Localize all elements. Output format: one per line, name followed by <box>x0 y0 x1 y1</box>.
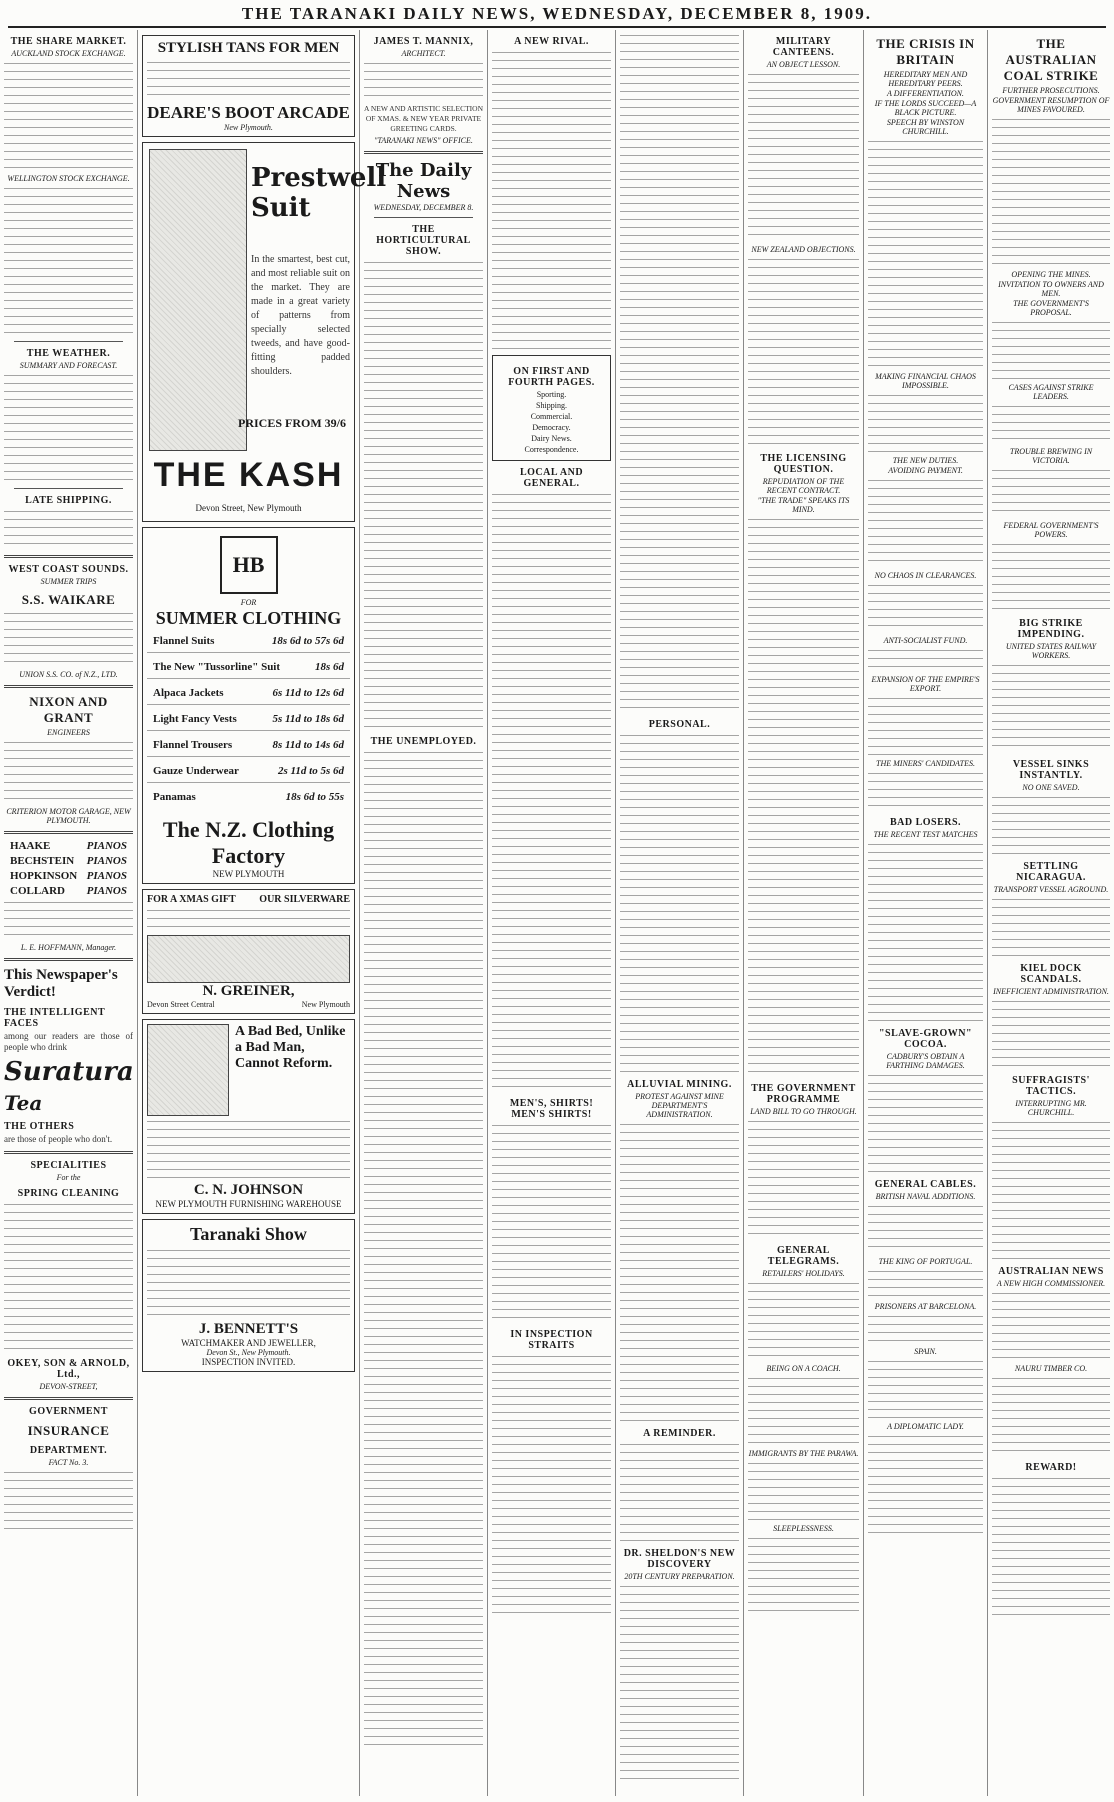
nz-hb-logo: HB <box>220 536 278 594</box>
clothing-item: Alpaca Jackets 6s 11d to 12s 6d <box>153 687 344 699</box>
west-coast-sounds-heading: WEST COAST SOUNDS. <box>8 564 129 575</box>
column-6: MILITARY CANTEENS. AN OBJECT LESSON. NEW ZEALAND OBJECTIONS. THE LICENSING QUESTION. REPUDIATION OF THE RECENT CONTRACT. "THE TRADE" SPEAKS ITS MIND. THE GOVERNMENT PROGRAMME LAND BILL TO GO THROUGH. GENERAL TELEGRAMS. RETAILERS' HOLIDAYS. BEING ON A COACH. IMMIGRANTS BY THE PARAWA. SLEEPLESSNESS. <box>744 30 864 1796</box>
verdict-heading: This Newspaper's Verdict! <box>4 967 118 1000</box>
the-kash: THE KASH <box>153 456 344 494</box>
nicaragua-heading: SETTLING NICARAGUA. <box>1016 861 1086 883</box>
column-8: THE AUSTRALIAN COAL STRIKE FURTHER PROSECUTIONS. GOVERNMENT RESUMPTION OF MINES FAVOURED. OPENING THE MINES. INVITATION TO OWNERS AND MEN. THE GOVERNMENT'S PROPOSAL. CASES AGAINST STRIKE LEADERS. TROUBLE BREWING IN VICTORIA. FEDERAL GOVERNMENT'S POWERS. BIG STRIKE IMPENDING. UNITED STATES RAILWAY WORKERS. VESSEL SINKS INSTANTLY. NO ONE SAVED. SETTLING NICARAGUA. TRANSPORT VESSEL AGROUND. KIEL DOCK SCANDALS. INEFFICIENT ADMINISTRATION. SUFFRAGISTS' TACTICS. INTERRUPTING MR. CHURCHILL. AUSTRALIAN NEWS A NEW HIGH COMMISSIONER. NAURU TIMBER CO. REWARD! <box>988 30 1114 1796</box>
clothing-item: Panamas 18s 6d to 55s <box>153 791 344 803</box>
shipping-text <box>4 509 133 549</box>
taranaki-show-ad: Taranaki Show J. BENNETT'S WATCHMAKER AND JEWELLER, Devon St., New Plymouth. INSPECTION INVITED. <box>142 1219 355 1372</box>
column-1: THE SHARE MARKET. AUCKLAND STOCK EXCHANGE. WELLINGTON STOCK EXCHANGE. THE WEATHER. SUMMARY AND FORECAST. LATE SHIPPING. WEST COAST SOUNDS. SUMMER TRIPS S.S. WAIKARE UNION S.S. CO. of N.Z., LTD. NIXON AND GRANT ENGINEERS CRITERION MOTOR GARAGE, NEW PLYMOUTH. HAAKE PIANOS BECHSTEIN PIANOS HOPKINSON PIANOS COLLARD PIANOS L. E. HOFFMANN, Manager. This Newspaper's Verdict! THE INTELLIGENT FACES among our readers are those of people who drink Suratura Tea THE OTHERS are those of people who don't. SPECIALITIES For the SPRING CLEANING OKEY, SON & ARNOLD, Ltd., DEVON-STREET, GOVERNMENT INSURANCE DEPARTMENT. FACT No. 3. <box>0 30 138 1796</box>
deare-boot-arcade: DEARE'S BOOT ARCADE <box>147 103 350 122</box>
greiner-silverware-ad: FOR A XMAS GIFT OUR SILVERWARE N. GREINER, Devon Street Central New Plymouth <box>142 889 355 1014</box>
column-3: JAMES T. MANNIX, ARCHITECT. A NEW AND ARTISTIC SELECTION OF XMAS. & NEW YEAR PRIVATE GREETING CARDS. "TARANAKI NEWS" OFFICE. The Daily News WEDNESDAY, DECEMBER 8. THE HORTICULTURAL SHOW. THE UNEMPLOYED. <box>360 30 488 1796</box>
clothing-item: Flannel Trousers 8s 11d to 14s 6d <box>153 739 344 751</box>
waikare-text <box>4 611 133 667</box>
summer-clothing-heading: SUMMER CLOTHING <box>155 608 342 628</box>
licensing-heading: THE LICENSING QUESTION. <box>760 453 847 475</box>
kiel-heading: KIEL DOCK SCANDALS. <box>1020 963 1082 985</box>
clothing-item: Gauze Underwear 2s 11d to 5s 6d <box>153 765 344 777</box>
spring-cleaning: SPRING CLEANING <box>17 1188 120 1199</box>
suratura-tea-ad: This Newspaper's Verdict! THE INTELLIGENT FACES among our readers are those of people who drink Suratura Tea THE OTHERS are those of people who don't. <box>4 967 134 1144</box>
column-5: PERSONAL. ALLUVIAL MINING. PROTEST AGAINST MINE DEPARTMENT'S ADMINISTRATION. A REMINDER. DR. SHELDON'S NEW DISCOVERY 20TH CENTURY PREPARATION. <box>616 30 744 1796</box>
sheldon-heading: DR. SHELDON'S NEW DISCOVERY <box>623 1548 736 1570</box>
auckland-text <box>4 61 133 171</box>
weather-subheading: SUMMARY AND FORECAST. <box>19 361 118 370</box>
australian-news-heading: AUSTRALIAN NEWS <box>998 1266 1104 1277</box>
share-market-heading: THE SHARE MARKET. <box>10 36 127 47</box>
reminder-heading: A REMINDER. <box>643 1428 716 1439</box>
horticultural-heading: THE HORTICULTURAL SHOW. <box>376 224 471 257</box>
nz-clothing-factory: The N.Z. Clothing Factory <box>162 817 335 868</box>
summer-trips: SUMMER TRIPS <box>40 577 97 586</box>
reward-heading: REWARD! <box>1025 1462 1077 1473</box>
column-2 <box>138 30 387 1796</box>
coal-strike-heading: THE AUSTRALIAN COAL STRIKE <box>1003 36 1099 83</box>
nixon-grant-heading: NIXON AND GRANT <box>29 694 108 725</box>
wellington-text <box>4 186 133 336</box>
government-insurance: GOVERNMENT <box>29 1406 108 1417</box>
personal-heading: PERSONAL. <box>648 719 711 730</box>
union-company: UNION S.S. CO. of N.Z., LTD. <box>19 670 118 679</box>
local-general-heading: LOCAL AND GENERAL. <box>519 467 584 489</box>
vessel-sinks-heading: VESSEL SINKS INSTANTLY. <box>1012 759 1090 781</box>
johnson-bed-ad: A Bad Bed, Unlike a Bad Man, Cannot Reform. C. N. JOHNSON NEW PLYMOUTH FURNISHING WAREHOUSE <box>142 1019 355 1214</box>
hoffmann-manager: L. E. HOFFMANN, Manager. <box>20 943 117 952</box>
masthead-rule <box>8 26 1106 28</box>
waikare-ship: S.S. WAIKARE <box>21 592 116 607</box>
suffragists-heading: SUFFRAGISTS' TACTICS. <box>1012 1075 1090 1097</box>
mens-shirts-heading: MEN'S, SHIRTS! MEN'S SHIRTS! <box>509 1098 594 1120</box>
clothing-item: The New "Tussorline" Suit 18s 6d <box>153 661 344 673</box>
man-in-suit-illustration <box>149 149 247 451</box>
auckland-heading: AUCKLAND STOCK EXCHANGE. <box>11 49 126 58</box>
slave-cocoa-heading: "SLAVE-GROWN" COCOA. <box>879 1028 972 1050</box>
pianos-ad: HAAKE PIANOS BECHSTEIN PIANOS HOPKINSON PIANOS COLLARD PIANOS L. E. HOFFMANN, Manager. <box>4 840 133 952</box>
big-strike-heading: BIG STRIKE IMPENDING. <box>1017 618 1085 640</box>
column-7: THE CRISIS IN BRITAIN HEREDITARY MEN AND HEREDITARY PEERS. A DIFFERENTIATION. IF THE LORDS SUCCEED—A BLACK PICTURE. SPEECH BY WINSTON CHURCHILL. MAKING FINANCIAL CHAOS IMPOSSIBLE. THE NEW DUTIES. AVOIDING PAYMENT. NO CHAOS IN CLEARANCES. ANTI-SOCIALIST FUND. EXPANSION OF THE EMPIRE'S EXPORT. THE MINERS' CANDIDATES. BAD LOSERS. THE RECENT TEST MATCHES "SLAVE-GROWN" COCOA. CADBURY'S OBTAIN A FARTHING DAMAGES. GENERAL CABLES. BRITISH NAVAL ADDITIONS. THE KING OF PORTUGAL. PRISONERS AT BARCELONA. SPAIN. A DIPLOMATIC LADY. <box>864 30 988 1796</box>
nixon-grant-sub: ENGINEERS <box>47 728 90 737</box>
bracelet-illustration <box>147 935 350 983</box>
johnson-name: C. N. JOHNSON <box>193 1182 304 1198</box>
bad-bed-heading: A Bad Bed, Unlike a Bad Man, Cannot Reform. <box>235 1024 346 1071</box>
general-cables-heading: GENERAL CABLES. <box>874 1179 977 1190</box>
daily-news-title: The Daily News <box>375 160 472 202</box>
shipping-heading: LATE SHIPPING. <box>25 495 112 506</box>
column-4: A NEW RIVAL. ON FIRST AND FOURTH PAGES. Sporting. Shipping. Commercial. Democracy. Dairy News. Correspondence. LOCAL AND GENERAL. MEN'S, SHIRTS! MEN'S SHIRTS! IN INSPECTION STRAITS <box>488 30 616 1796</box>
crisis-heading: THE CRISIS IN BRITAIN <box>876 36 975 67</box>
okey-son-arnold: OKEY, SON & ARNOLD, Ltd., <box>7 1358 130 1380</box>
clothing-item: Flannel Suits 18s 6d to 57s 6d <box>153 635 344 647</box>
intelligent-faces: THE INTELLIGENT FACES <box>4 1007 105 1029</box>
suratura-brand: Suratura <box>4 1057 134 1087</box>
clothing-list <box>147 635 350 803</box>
greiner-name: N. GREINER, <box>202 983 295 999</box>
weather-heading: THE WEATHER. <box>26 348 111 359</box>
prices-from: PRICES FROM 39/6 <box>238 416 346 430</box>
new-rival-heading: A NEW RIVAL. <box>514 36 589 47</box>
weather-text <box>4 373 133 483</box>
criterion-garage: CRITERION MOTOR GARAGE, NEW PLYMOUTH. <box>6 807 131 825</box>
specialities-text <box>4 1202 133 1352</box>
tea-word: Tea <box>4 1091 43 1115</box>
greeting-cards-text: A NEW AND ARTISTIC SELECTION OF XMAS. & NEW YEAR PRIVATE GREETING CARDS. <box>364 104 483 133</box>
bennett-name: J. BENNETT'S <box>198 1321 299 1337</box>
bad-losers-heading: BAD LOSERS. <box>889 817 962 828</box>
specialities-heading: SPECIALITIES <box>30 1160 107 1171</box>
nixon-grant-text <box>4 740 133 804</box>
masthead: THE TARANAKI DAILY NEWS, WEDNESDAY, DECEMBER 8, 1909. <box>241 4 873 23</box>
bed-illustration <box>147 1024 229 1116</box>
alluvial-mining-heading: ALLUVIAL MINING. <box>627 1079 732 1090</box>
summer-clothing-ad: HB FOR SUMMER CLOTHING Flannel Suits 18s 6d to 57s 6d The New "Tussorline" Suit 18s 6d Alpaca Jackets 6s 11d to 12s 6d Light Fancy Vests 5s 11d to 18s 6d Flannel Trousers 8s 11d to 14s 6d Gauze Underwear 2s 11d to 5s 6d Panamas 18s 6d to 55s The N.Z. Clothing Factory NEW PLYMOUTH <box>142 527 355 884</box>
wellington-heading: WELLINGTON STOCK EXCHANGE. <box>7 174 130 183</box>
clothing-item: Light Fancy Vests 5s 11d to 18s 6d <box>153 713 344 725</box>
general-telegrams-heading: GENERAL TELEGRAMS. <box>767 1245 840 1267</box>
mannix-heading: JAMES T. MANNIX, <box>373 36 474 47</box>
pages-box: ON FIRST AND FOURTH PAGES. Sporting. Shipping. Commercial. Democracy. Dairy News. Correspondence. <box>492 355 611 461</box>
military-canteens-heading: MILITARY CANTEENS. <box>772 36 835 58</box>
govt-programme-heading: THE GOVERNMENT PROGRAMME <box>751 1083 856 1105</box>
unemployed-heading: THE UNEMPLOYED. <box>370 736 477 747</box>
stylish-tans-ad: STYLISH TANS FOR MEN DEARE'S BOOT ARCADE New Plymouth. <box>142 35 355 137</box>
prestwell-suit-ad: Prestwell Suit In the smartest, best cut, and most reliable suit on the market. They are made in a great variety of patterns from specially selected tweeds, and have good-fitting padded shoulders. PRICES FROM 39/6 THE KASH Devon Street, New Plymouth <box>142 142 355 522</box>
